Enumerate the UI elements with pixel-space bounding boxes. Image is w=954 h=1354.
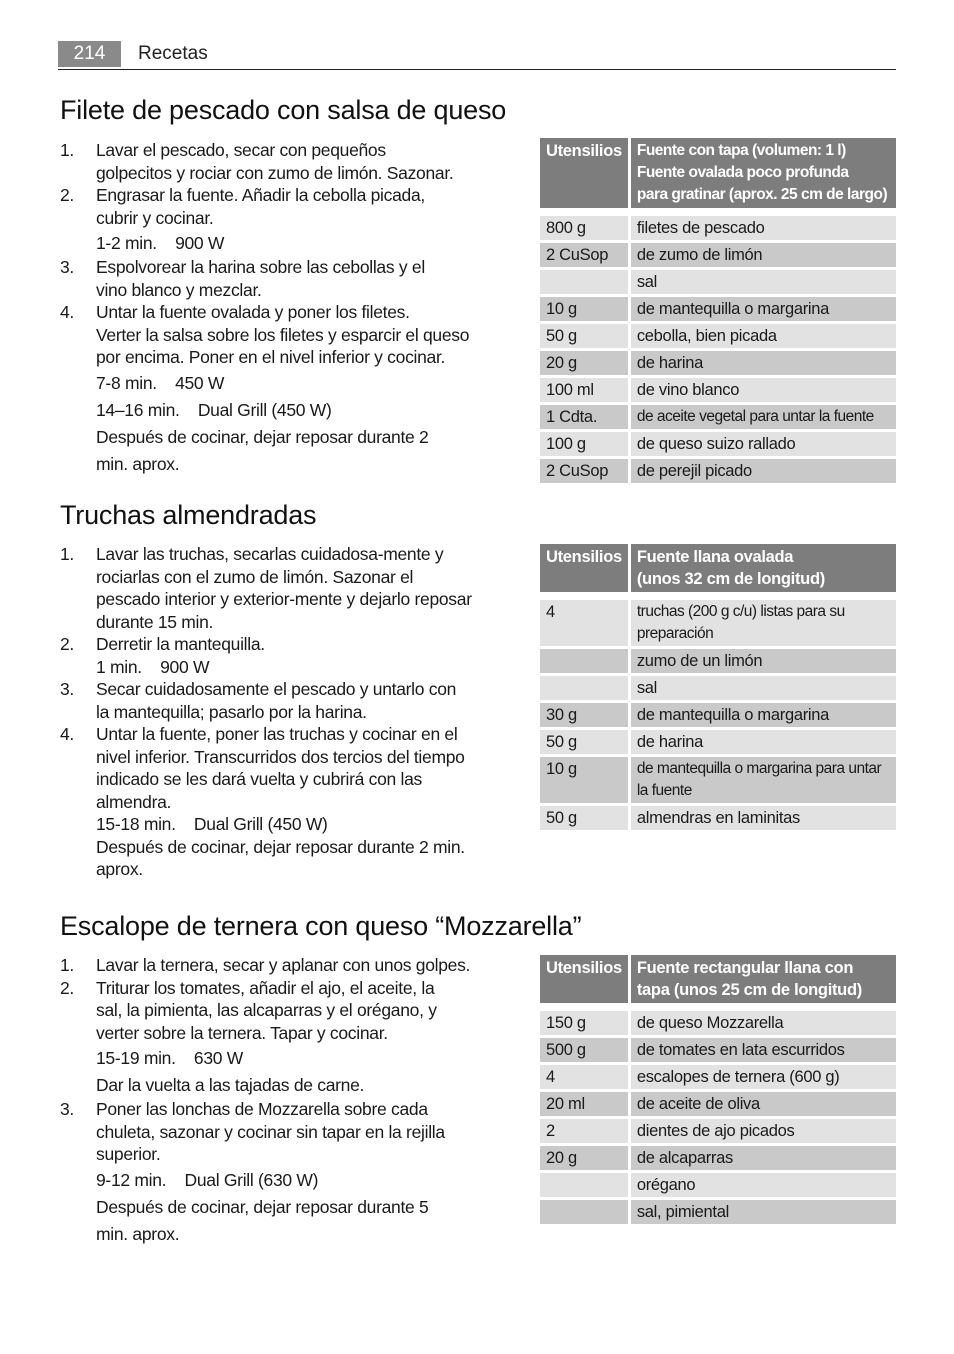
recipe-title: Truchas almendradas: [60, 500, 317, 530]
ingredient-name: dientes de ajo picados: [631, 1119, 896, 1143]
ingredient-name: de harina: [631, 730, 896, 754]
step-text: verter sobre la ternera. Tapar y cocinar.: [96, 1022, 388, 1043]
ingredient-qty: 1 Cdta.: [540, 405, 631, 429]
utensils-label: Utensilios: [540, 138, 631, 208]
ingredients-table: [540, 135, 896, 486]
table-row: [540, 1200, 896, 1224]
ingredient-qty: [540, 676, 631, 700]
ingredient-name: de mantequilla o margarina: [631, 703, 896, 727]
ingredient-qty: 50 g: [540, 324, 631, 348]
step-item: [60, 184, 500, 256]
step-number: 3.: [60, 257, 74, 277]
step-text: Espolvorear la harina sobre las cebollas y el: [96, 257, 425, 277]
utensils-line: Fuente ovalada poco profunda: [636, 164, 849, 181]
step-number: 4.: [60, 724, 74, 744]
step-note: Después de cocinar, dejar reposar durante 2: [96, 426, 429, 447]
table-row: [540, 1173, 896, 1197]
ingredient-qty: 10 g: [540, 757, 631, 803]
utensils-label: Utensilios: [540, 955, 631, 1003]
step-number: 2.: [60, 634, 74, 654]
step-text: Verter la salsa sobre los filetes y esparcir el queso: [96, 324, 470, 345]
step-text: Untar la fuente ovalada y poner los filetes.: [96, 302, 410, 322]
step-text: Secar cuidadosamente el pescado y untarlo con: [96, 679, 457, 699]
step-note: min. aprox.: [96, 453, 180, 474]
step-number: 2.: [60, 977, 74, 998]
utensils-line: Fuente llana ovalada: [636, 548, 794, 566]
table-row: [540, 703, 896, 727]
step-note: aprox.: [96, 859, 143, 879]
ingredient-qty: 2 CuSop: [540, 243, 631, 267]
step-note: min. aprox.: [96, 1223, 180, 1244]
utensils-line: para gratinar (aprox. 25 cm de largo): [636, 186, 888, 203]
ingredient-name: orégano: [631, 1173, 896, 1197]
step-note: 9-12 min. Dual Grill (630 W): [96, 1169, 319, 1190]
ingredient-name: filetes de pescado: [631, 216, 896, 240]
page-number: 214: [58, 41, 121, 67]
utensils-value: [631, 138, 896, 208]
step-text: Engrasar la fuente. Añadir la cebolla picada,: [96, 185, 425, 205]
ingredients-table: [540, 952, 896, 1227]
step-item: [60, 633, 500, 678]
ingredient-qty: 20 g: [540, 1146, 631, 1170]
ingredient-qty: 4: [540, 600, 631, 646]
step-text: rociarlas con el zumo de limón. Sazonar el: [96, 566, 414, 587]
table-row: [540, 1038, 896, 1062]
table-row: [540, 649, 896, 673]
table-row: [540, 1011, 896, 1035]
step-item: [60, 301, 500, 477]
step-text: nivel inferior. Transcurridos dos tercios del tiempo: [96, 746, 465, 767]
step-note: 15-18 min. Dual Grill (450 W): [96, 814, 328, 834]
ingredient-name: almendras en laminitas: [631, 806, 896, 830]
table-row: [540, 243, 896, 267]
step-note: Después de cocinar, dejar reposar durante 5: [96, 1196, 429, 1217]
table-row: [540, 405, 896, 429]
page-header: [58, 41, 896, 70]
step-note: 14–16 min. Dual Grill (450 W): [96, 399, 332, 420]
table-row: [540, 730, 896, 754]
table-row: [540, 459, 896, 483]
table-row: [540, 324, 896, 348]
step-text: superior.: [96, 1144, 161, 1164]
step-item: [60, 954, 500, 977]
step-text: cubrir y cocinar.: [96, 207, 214, 228]
step-item: [60, 977, 500, 1099]
utensils-line: (unos 32 cm de longitud): [636, 570, 825, 588]
step-note: 7-8 min. 450 W: [96, 372, 225, 393]
table-row: [540, 432, 896, 456]
ingredient-name: de perejil picado: [631, 459, 896, 483]
table-row: [540, 1146, 896, 1170]
ingredient-qty: [540, 649, 631, 673]
table-row: [540, 297, 896, 321]
ingredient-qty: 30 g: [540, 703, 631, 727]
table-row: [540, 1119, 896, 1143]
ingredient-name: de alcaparras: [631, 1146, 896, 1170]
ingredient-name: de aceite de oliva: [631, 1092, 896, 1116]
ingredient-name: de vino blanco: [631, 378, 896, 402]
step-item: [60, 723, 500, 881]
ingredient-name: de queso suizo rallado: [631, 432, 896, 456]
ingredient-qty: 500 g: [540, 1038, 631, 1062]
step-text: pescado interior y exterior-mente y dejarlo reposar: [96, 589, 472, 609]
table-spacer: [540, 595, 896, 597]
ingredient-qty: 50 g: [540, 730, 631, 754]
step-item: [60, 678, 500, 723]
step-note: Después de cocinar, dejar reposar durante 2 min.: [96, 836, 465, 857]
recipe-steps: [60, 139, 500, 477]
ingredient-qty: 20 g: [540, 351, 631, 375]
ingredient-name: truchas (200 g c/u) listas para su preparación: [631, 600, 896, 646]
ingredient-qty: 2 CuSop: [540, 459, 631, 483]
table-row: [540, 1092, 896, 1116]
table-row: [540, 806, 896, 830]
ingredient-qty: [540, 1200, 631, 1224]
table-header-row: [540, 138, 896, 208]
step-text: Poner las lonchas de Mozzarella sobre cada: [96, 1099, 428, 1119]
step-text: Lavar las truchas, secarlas cuidadosa-mente y: [96, 544, 444, 564]
step-text: golpecitos y rociar con zumo de limón. Sazonar.: [96, 162, 454, 183]
step-text: Lavar el pescado, secar con pequeños: [96, 140, 386, 160]
step-text: la mantequilla; pasarlo por la harina.: [96, 701, 367, 722]
ingredient-qty: 50 g: [540, 806, 631, 830]
table-row: [540, 351, 896, 375]
table-row: [540, 1065, 896, 1089]
step-number: 1.: [60, 140, 74, 160]
ingredient-qty: 100 g: [540, 432, 631, 456]
step-text: indicado se les dará vuelta y cubrirá con las: [96, 769, 422, 789]
step-number: 4.: [60, 302, 74, 322]
ingredient-qty: [540, 270, 631, 294]
utensils-line: Fuente con tapa (volumen: 1 l): [636, 142, 846, 159]
utensils-value: [631, 544, 896, 592]
step-note: Dar la vuelta a las tajadas de carne.: [96, 1075, 365, 1095]
ingredient-qty: 4: [540, 1065, 631, 1089]
step-number: 1.: [60, 955, 74, 975]
table-row: [540, 378, 896, 402]
recipe-steps: [60, 954, 500, 1247]
table-spacer-cell: [540, 595, 896, 597]
ingredient-name: cebolla, bien picada: [631, 324, 896, 348]
ingredient-name: sal: [631, 270, 896, 294]
recipe-title: Escalope de ternera con queso “Mozzarella”: [60, 911, 582, 941]
step-text: Lavar la ternera, secar y aplanar con unos golpes.: [96, 955, 471, 975]
table-row: [540, 676, 896, 700]
ingredient-qty: 2: [540, 1119, 631, 1143]
table-spacer-cell: [540, 211, 896, 213]
ingredient-name: de queso Mozzarella: [631, 1011, 896, 1035]
table-row: [540, 270, 896, 294]
step-text: vino blanco y mezclar.: [96, 279, 262, 300]
step-number: 1.: [60, 544, 74, 564]
ingredient-qty: 800 g: [540, 216, 631, 240]
ingredient-name: de mantequilla o margarina: [631, 297, 896, 321]
section-title: Recetas: [138, 43, 208, 64]
step-text: sal, la pimienta, las alcaparras y el orégano, y: [96, 1000, 437, 1020]
ingredient-name: de mantequilla o margarina para untar la fuente: [631, 757, 896, 803]
step-item: [60, 543, 500, 633]
step-number: 3.: [60, 1099, 74, 1119]
table-header-row: [540, 544, 896, 592]
step-text: Triturar los tomates, añadir el ajo, el aceite, la: [96, 977, 435, 998]
table-row: [540, 216, 896, 240]
table-header-row: [540, 955, 896, 1003]
ingredient-name: de zumo de limón: [631, 243, 896, 267]
step-number: 2.: [60, 185, 74, 205]
ingredients-table: [540, 541, 896, 833]
recipe-title: Filete de pescado con salsa de queso: [60, 95, 507, 125]
ingredient-qty: 10 g: [540, 297, 631, 321]
ingredient-qty: 100 ml: [540, 378, 631, 402]
ingredient-name: sal, pimiental: [631, 1200, 896, 1224]
step-text: Untar la fuente, poner las truchas y cocinar en el: [96, 724, 458, 744]
step-text: por encima. Poner en el nivel inferior y cocinar.: [96, 347, 446, 367]
ingredient-name: sal: [631, 676, 896, 700]
step-item: [60, 256, 500, 301]
ingredient-name: escalopes de ternera (600 g): [631, 1065, 896, 1089]
step-note: 15-19 min. 630 W: [96, 1048, 244, 1068]
utensils-line: tapa (unos 25 cm de longitud): [636, 981, 862, 999]
step-text: Derretir la mantequilla.: [96, 634, 265, 654]
table-row: [540, 600, 896, 646]
table-row: [540, 757, 896, 803]
utensils-label: Utensilios: [540, 544, 631, 592]
step-text: durante 15 min.: [96, 611, 214, 632]
table-spacer-cell: [540, 1006, 896, 1008]
step-item: [60, 1098, 500, 1247]
table-spacer: [540, 211, 896, 213]
recipe-steps: [60, 543, 500, 881]
ingredient-name: de tomates en lata escurridos: [631, 1038, 896, 1062]
step-text: almendra.: [96, 791, 172, 812]
step-number: 3.: [60, 679, 74, 699]
utensils-value: [631, 955, 896, 1003]
ingredient-qty: 20 ml: [540, 1092, 631, 1116]
step-note: 1-2 min. 900 W: [96, 233, 225, 253]
ingredient-qty: [540, 1173, 631, 1197]
ingredient-name: zumo de un limón: [631, 649, 896, 673]
ingredient-name: de harina: [631, 351, 896, 375]
step-note: 1 min. 900 W: [96, 656, 210, 677]
step-text: chuleta, sazonar y cocinar sin tapar en la rejilla: [96, 1121, 445, 1142]
ingredient-qty: 150 g: [540, 1011, 631, 1035]
ingredient-name: de aceite vegetal para untar la fuente: [631, 405, 896, 429]
table-spacer: [540, 1006, 896, 1008]
utensils-line: Fuente rectangular llana con: [636, 959, 854, 977]
step-item: [60, 139, 500, 184]
